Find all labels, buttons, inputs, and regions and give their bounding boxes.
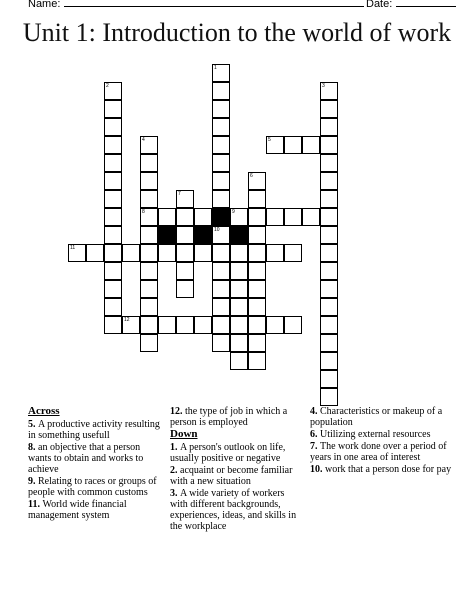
crossword-cell[interactable] bbox=[158, 316, 176, 334]
crossword-cell[interactable] bbox=[248, 352, 266, 370]
crossword-cell[interactable] bbox=[320, 388, 338, 406]
clue-number: 8 bbox=[142, 209, 145, 215]
crossword-cell[interactable] bbox=[140, 244, 158, 262]
crossword-cell[interactable] bbox=[140, 298, 158, 316]
crossword-cell[interactable] bbox=[212, 154, 230, 172]
crossword-cell[interactable] bbox=[248, 226, 266, 244]
crossword-cell[interactable] bbox=[302, 136, 320, 154]
crossword-cell[interactable] bbox=[320, 316, 338, 334]
crossword-cell[interactable] bbox=[194, 208, 212, 226]
clue-number: 2 bbox=[106, 83, 109, 89]
crossword-cell[interactable] bbox=[248, 334, 266, 352]
crossword-cell[interactable] bbox=[320, 172, 338, 190]
crossword-cell[interactable] bbox=[140, 154, 158, 172]
clue-down-4: 4. Characteristics or makeup of a population bbox=[310, 406, 443, 428]
across-heading: Across bbox=[28, 405, 60, 417]
clue-across-9: 9. Relating to races or groups of people with common customs bbox=[28, 476, 157, 498]
clue-number: 10 bbox=[214, 227, 220, 233]
crossword-cell[interactable] bbox=[320, 334, 338, 352]
down-heading: Down bbox=[170, 428, 198, 440]
name-field[interactable] bbox=[28, 0, 364, 10]
crossword-black-cell bbox=[212, 208, 230, 226]
date-line[interactable] bbox=[396, 0, 456, 7]
crossword-cell[interactable] bbox=[176, 316, 194, 334]
crossword-cell[interactable] bbox=[104, 316, 122, 334]
crossword-cell[interactable] bbox=[230, 298, 248, 316]
crossword-cell[interactable] bbox=[176, 280, 194, 298]
date-field[interactable] bbox=[366, 0, 456, 10]
crossword-black-cell bbox=[158, 226, 176, 244]
clues-column-1 bbox=[28, 406, 160, 522]
crossword-cell[interactable] bbox=[248, 244, 266, 262]
crossword-cell[interactable] bbox=[176, 262, 194, 280]
clues-column-3 bbox=[310, 406, 460, 476]
crossword-cell[interactable] bbox=[212, 244, 230, 262]
clue-down-1: 1. A person's outlook on life, usually positive or negative bbox=[170, 442, 286, 464]
crossword-cell[interactable] bbox=[212, 172, 230, 190]
crossword-cell[interactable] bbox=[212, 316, 230, 334]
crossword-cell[interactable] bbox=[230, 244, 248, 262]
clue-number: 6 bbox=[250, 173, 253, 179]
clue-number: 1 bbox=[214, 65, 217, 71]
clue-number: 4 bbox=[142, 137, 145, 143]
name-label: Name: bbox=[28, 0, 61, 10]
crossword-cell[interactable] bbox=[158, 208, 176, 226]
crossword-cell[interactable] bbox=[104, 262, 122, 280]
crossword-cell[interactable] bbox=[302, 208, 320, 226]
crossword-cell[interactable] bbox=[212, 190, 230, 208]
crossword-cell[interactable] bbox=[140, 334, 158, 352]
crossword-cell[interactable] bbox=[320, 298, 338, 316]
crossword-cell[interactable] bbox=[230, 334, 248, 352]
crossword-cell[interactable] bbox=[230, 316, 248, 334]
clue-down-6: 6. Utilizing external resources bbox=[310, 429, 431, 440]
crossword-cell[interactable] bbox=[320, 208, 338, 226]
crossword-cell[interactable] bbox=[104, 100, 122, 118]
clue-number: 12 bbox=[124, 317, 130, 323]
clue-down-10: 10. work that a person dose for pay bbox=[310, 464, 452, 475]
crossword-cell[interactable] bbox=[248, 280, 266, 298]
crossword-cell[interactable] bbox=[230, 352, 248, 370]
clue-number: 5 bbox=[268, 137, 271, 143]
crossword-cell[interactable] bbox=[230, 280, 248, 298]
crossword-cell[interactable] bbox=[284, 316, 302, 334]
crossword-cell[interactable] bbox=[212, 334, 230, 352]
crossword-cell[interactable] bbox=[104, 226, 122, 244]
date-label: Date: bbox=[366, 0, 393, 10]
clue-across-12: 12. the type of job in which a person is employed bbox=[170, 406, 288, 428]
clue-number: 3 bbox=[322, 83, 325, 89]
crossword-cell[interactable] bbox=[212, 100, 230, 118]
crossword-cell[interactable] bbox=[266, 316, 284, 334]
crossword-cell[interactable] bbox=[212, 298, 230, 316]
crossword-cell[interactable] bbox=[320, 226, 338, 244]
crossword-cell[interactable] bbox=[284, 136, 302, 154]
crossword-cell[interactable] bbox=[194, 316, 212, 334]
name-line[interactable] bbox=[64, 0, 364, 7]
crossword-cell[interactable] bbox=[140, 172, 158, 190]
crossword-cell[interactable] bbox=[122, 244, 140, 262]
crossword-cell[interactable] bbox=[212, 118, 230, 136]
crossword-cell[interactable] bbox=[104, 172, 122, 190]
crossword-cell[interactable] bbox=[212, 280, 230, 298]
clue-across-5: 5. A productive activity resulting in something usefull bbox=[28, 419, 160, 441]
crossword-cell[interactable] bbox=[176, 226, 194, 244]
crossword-cell[interactable] bbox=[320, 190, 338, 208]
crossword-cell[interactable] bbox=[320, 244, 338, 262]
crossword-cell[interactable] bbox=[104, 154, 122, 172]
crossword-black-cell bbox=[230, 226, 248, 244]
crossword-cell[interactable] bbox=[320, 154, 338, 172]
crossword-cell[interactable] bbox=[176, 244, 194, 262]
crossword-cell[interactable] bbox=[320, 280, 338, 298]
crossword-cell[interactable] bbox=[104, 244, 122, 262]
crossword-cell[interactable] bbox=[140, 190, 158, 208]
crossword-cell[interactable] bbox=[248, 298, 266, 316]
crossword-cell[interactable] bbox=[176, 208, 194, 226]
crossword-cell[interactable] bbox=[320, 100, 338, 118]
crossword-cell[interactable] bbox=[284, 208, 302, 226]
crossword-cell[interactable] bbox=[104, 118, 122, 136]
crossword-cell[interactable] bbox=[104, 298, 122, 316]
clue-number: 9 bbox=[232, 209, 235, 215]
crossword-cell[interactable] bbox=[320, 352, 338, 370]
page-title: Unit 1: Introduction to the world of work bbox=[22, 18, 452, 47]
crossword-cell[interactable] bbox=[266, 208, 284, 226]
crossword-cell[interactable] bbox=[230, 262, 248, 280]
crossword-cell[interactable] bbox=[248, 208, 266, 226]
crossword-cell[interactable] bbox=[140, 280, 158, 298]
crossword-cell[interactable] bbox=[212, 262, 230, 280]
crossword-cell[interactable] bbox=[320, 262, 338, 280]
crossword-cell[interactable] bbox=[140, 262, 158, 280]
crossword-cell[interactable] bbox=[104, 280, 122, 298]
clue-down-3: 3. A wide variety of workers with different backgrounds, experiences, ideas, and skills in the workplace bbox=[170, 488, 297, 532]
crossword-black-cell bbox=[194, 226, 212, 244]
crossword-cell[interactable] bbox=[194, 244, 212, 262]
crossword-cell[interactable] bbox=[104, 190, 122, 208]
clue-down-2: 2. acquaint or become familiar with a new situation bbox=[170, 465, 293, 487]
crossword-cell[interactable] bbox=[320, 136, 338, 154]
crossword-cell[interactable] bbox=[140, 316, 158, 334]
crossword-cell[interactable] bbox=[320, 118, 338, 136]
crossword-cell[interactable] bbox=[104, 136, 122, 154]
crossword-cell[interactable] bbox=[158, 244, 176, 262]
crossword-cell[interactable] bbox=[284, 244, 302, 262]
crossword-cell[interactable] bbox=[248, 316, 266, 334]
clue-across-8: 8. an objective that a person wants to obtain and works to achieve bbox=[28, 442, 144, 475]
clue-down-7: 7. The work done over a period of years in one area of interest bbox=[310, 441, 447, 463]
crossword-cell[interactable] bbox=[140, 226, 158, 244]
crossword-cell[interactable] bbox=[248, 190, 266, 208]
crossword-cell[interactable] bbox=[104, 208, 122, 226]
crossword-cell[interactable] bbox=[266, 244, 284, 262]
crossword-cell[interactable] bbox=[212, 82, 230, 100]
crossword-cell[interactable] bbox=[212, 136, 230, 154]
crossword-cell[interactable] bbox=[86, 244, 104, 262]
clue-across-11: 11. World wide financial management system bbox=[28, 499, 127, 521]
crossword-cell[interactable] bbox=[320, 370, 338, 388]
clues-column-2 bbox=[170, 406, 304, 533]
clue-number: 11 bbox=[70, 245, 76, 251]
clue-number: 7 bbox=[178, 191, 181, 197]
crossword-cell[interactable] bbox=[248, 262, 266, 280]
